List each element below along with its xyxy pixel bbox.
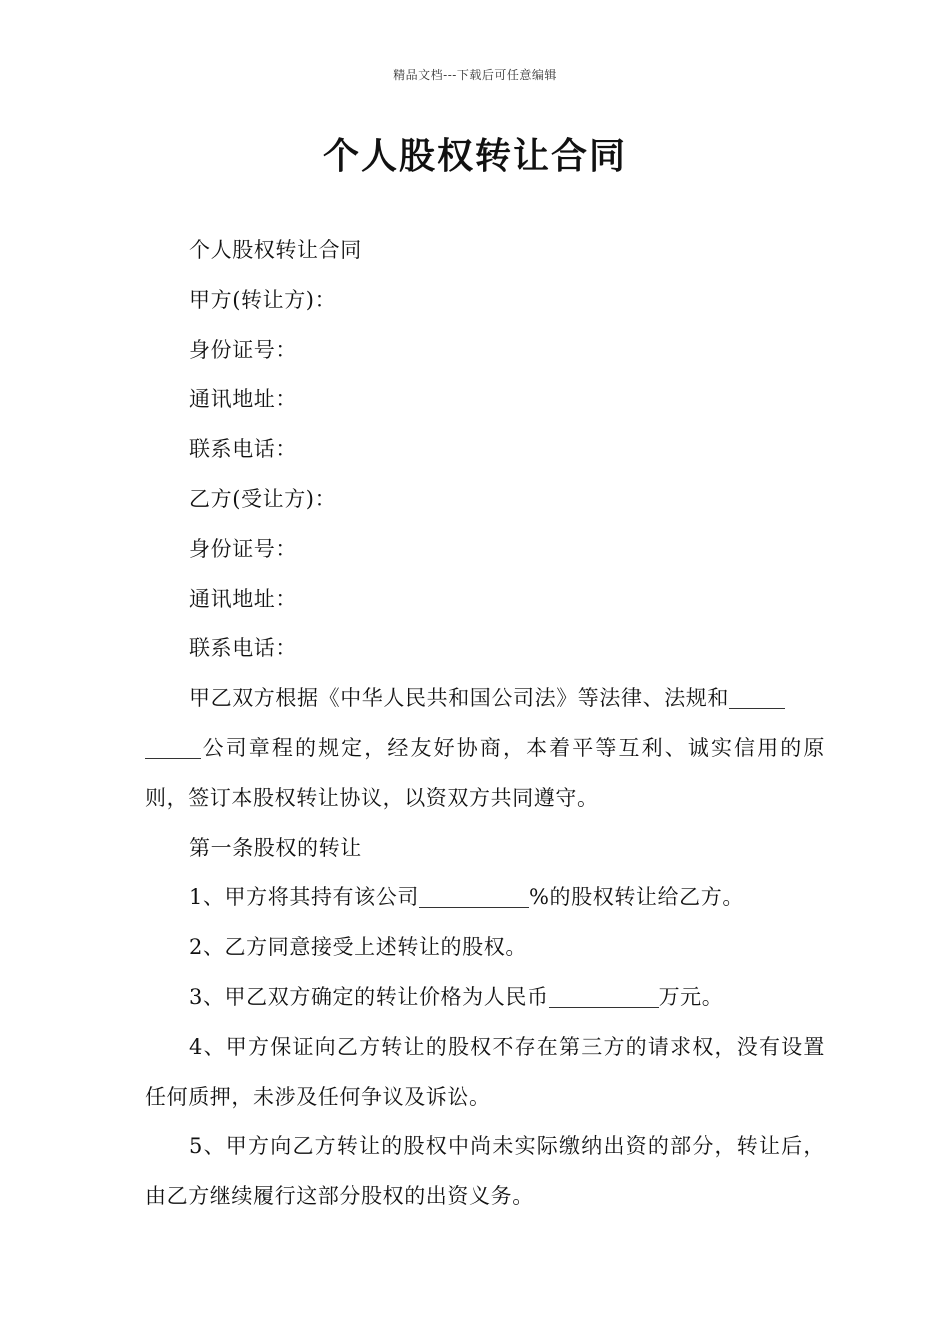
price-blank — [549, 986, 659, 1008]
party-a-id-label: 身份证号： — [189, 337, 297, 362]
article1-item3 — [145, 973, 825, 1023]
subtitle: 个人股权转让合同 — [189, 238, 362, 262]
document-body — [145, 226, 825, 1222]
party-b-address-label: 通讯地址： — [189, 586, 297, 611]
preamble-part1: 甲乙双方根据《中华人民共和国公司法》等法律、法规和 — [189, 686, 729, 711]
party-a-address-label: 通讯地址： — [189, 387, 297, 412]
company-name-blank — [729, 687, 785, 709]
party-b-label: 乙方(受让方)： — [189, 486, 337, 511]
preamble-paragraph — [145, 674, 825, 823]
item3-text-a: 3、甲乙双方确定的转让价格为人民币 — [189, 984, 549, 1009]
preamble-part2: 公司章程的规定，经友好协商，本着平等互利、诚实信用的原则，签订本股权转让协议，以资双方共同遵守。 — [145, 735, 825, 810]
item1-text-a: 1、甲方将其持有该公司 — [189, 885, 419, 910]
item1-text-b: %的股权转让给乙方。 — [528, 885, 744, 910]
party-a-label: 甲方(转让方)： — [189, 287, 337, 312]
article1-item5: 5、甲方向乙方转让的股权中尚未实际缴纳出资的部分，转让后，由乙方继续履行这部分股权的出资义务。 — [145, 1134, 825, 1209]
party-b-id-label: 身份证号： — [189, 536, 297, 561]
page-title: 个人股权转让合同 — [322, 136, 627, 177]
company-name-blank-continued — [145, 737, 201, 759]
percentage-blank — [419, 886, 529, 908]
article1-item4: 4、甲方保证向乙方转让的股权不存在第三方的请求权，没有设置任何质押，未涉及任何争议及诉讼。 — [145, 1034, 825, 1109]
article1-heading: 第一条股权的转让 — [189, 835, 362, 860]
header-note: 精品文档---下载后可任意编辑 — [393, 68, 557, 82]
item3-text-b: 万元。 — [658, 984, 724, 1009]
article1-item1 — [145, 873, 825, 923]
party-a-phone-label: 联系电话： — [189, 437, 297, 462]
party-b-phone-label: 联系电话： — [189, 636, 297, 661]
article1-item2: 2、乙方同意接受上述转让的股权。 — [189, 935, 527, 960]
